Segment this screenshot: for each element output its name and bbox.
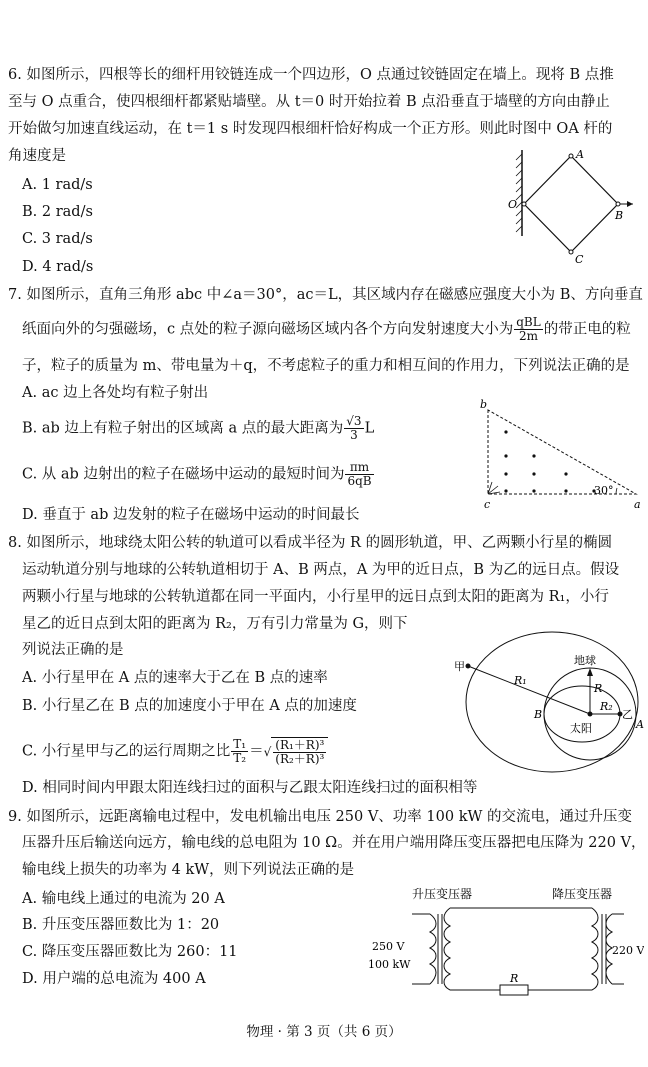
q9-line-2: 压器升压后输送向远方，输电线的总电阻为 10 Ω。并在用户端用降压变压器把电压降为 220 V， [22, 835, 646, 851]
q7-line-1: 7. 如图所示，直角三角形 abc 中∠a＝30°，ac＝L，其区域内存在磁感应强度大小为 B、方向垂直 [8, 287, 643, 303]
q9-option-b: B. 升压变压器匝数比为 1：20 [22, 917, 220, 933]
q7-line-3: 子，粒子的质量为 m、带电量为＋q，不考虑粒子的重力和相互间的作用力，下列说法正确的是 [22, 358, 630, 374]
q8-option-c-pre: C. 小行星甲与乙的运行周期之比 [22, 743, 231, 760]
q7-field-dots [504, 430, 595, 492]
q7-speed-fraction [514, 316, 542, 343]
q7-option-b-fraction [344, 415, 363, 442]
q8-line-1: 8. 如图所示，地球绕太阳公转的轨道可以看成半径为 R 的圆形轨道，甲、乙两颗小行星的椭圆 [8, 535, 613, 551]
q7-line-2-post: 的带正电的粒 [543, 321, 631, 338]
q8-label-r1: R₁ [514, 674, 527, 687]
q7-option-c-pre: C. 从 ab 边射出的粒子在磁场中运动的最短时间为 [22, 466, 345, 483]
q7-option-b-den: 3 [350, 428, 358, 442]
q8-orbit-figure [452, 628, 644, 776]
q8-option-c [22, 737, 328, 766]
q7-option-c-num: πm [345, 461, 373, 475]
q9-label-v-out: 220 V [612, 944, 644, 957]
q8-sqrt-expression: √ $\frac{\text{(R₁＋R)³}}{\text{(R₂＋R)³}}$ [264, 737, 329, 766]
q8-label-a: A [636, 718, 644, 731]
q8-t1: T₁ [233, 737, 247, 751]
q6-label-o: O [508, 198, 518, 211]
q8-label-sun: 太阳 [570, 722, 592, 735]
q8-t2: T₂ [233, 751, 247, 765]
q8-line-5: 列说法正确的是 [22, 642, 124, 658]
page-footer: 物理 · 第 3 页（共 6 页） [246, 1024, 402, 1040]
q8-option-a: A. 小行星甲在 A 点的速率大于乙在 B 点的速率 [22, 670, 328, 686]
q6-line-3: 开始做匀加速直线运动，在 t＝1 s 时发现四根细杆恰好构成一个正方形。则此时图中 OA 杆的 [8, 121, 613, 137]
q9-label-v-in: 250 V [372, 940, 405, 953]
q7-speed-den: 2m [518, 329, 538, 343]
q7-label-a: a [634, 498, 641, 511]
q9-option-d: D. 用户端的总电流为 400 A [22, 971, 206, 987]
q8-equals: ＝ [249, 743, 264, 760]
q8-label-jia: 甲 [454, 660, 465, 673]
q7-option-b [22, 415, 374, 442]
q7-option-d: D. 垂直于 ab 边发射的粒子在磁场中运动的时间最长 [22, 507, 360, 523]
q8-label-r: R [594, 682, 603, 695]
q8-label-b: B [534, 708, 543, 721]
q9-label-p-in: 100 kW [368, 958, 411, 971]
q7-option-a: A. ac 边上各处均有粒子射出 [22, 385, 209, 401]
q7-triangle-figure [476, 396, 644, 514]
q9-label-r: R [510, 972, 519, 985]
q9-line-3: 输电线上损失的功率为 4 kW，则下列说法正确的是 [22, 862, 355, 878]
q7-speed-num: qBL [516, 315, 541, 329]
q7-label-c: c [484, 498, 491, 511]
q8-option-d: D. 相同时间内甲跟太阳连线扫过的面积与乙跟太阳连线扫过的面积相等 [22, 780, 478, 796]
q8-line-2: 运动轨道分别与地球的公转轨道相切于 A、B 两点，A 为甲的近日点，B 为乙的远日点。假设 [22, 562, 620, 578]
q9-option-c: C. 降压变压器匝数比为 260：11 [22, 944, 238, 960]
q8-option-b: B. 小行星乙在 B 点的加速度小于甲在 A 点的加速度 [22, 698, 357, 714]
q9-label-step-down: 降压变压器 [552, 887, 613, 901]
q6-line-2: 至与 O 点重合，使四根细杆都紧贴墙壁。从 t＝0 时开始拉着 B 点沿垂直于墙壁的方向由静止 [8, 94, 610, 110]
q7-option-c-den: 6qB [347, 474, 372, 488]
q6-label-c: C [575, 253, 584, 266]
q8-label-yi: 乙 [622, 708, 633, 721]
q6-label-b: B [615, 209, 624, 222]
q9-option-a: A. 输电线上通过的电流为 20 A [22, 891, 225, 907]
q6-option-d: D. 4 rad/s [22, 259, 94, 275]
q6-option-c: C. 3 rad/s [22, 231, 93, 247]
q7-angle-label: 30° [594, 484, 614, 497]
q6-option-b: B. 2 rad/s [22, 204, 93, 220]
q6-option-a: A. 1 rad/s [22, 177, 93, 193]
q8-sqrt-num: (R₁＋R)³ [275, 738, 325, 752]
q9-label-step-up: 升压变压器 [412, 887, 473, 901]
q6-line-1: 6. 如图所示，四根等长的细杆用铰链连成一个四边形，O 点通过铰链固定在墙上。现将 B 点推 [8, 67, 614, 83]
q6-linkage-figure [496, 148, 636, 270]
q6-line-4: 角速度是 [8, 148, 66, 164]
q7-option-c [22, 461, 375, 488]
q8-line-4: 星乙的近日点到太阳的距离为 R₂，万有引力常量为 G，则下 [22, 616, 408, 632]
q8-sqrt-fraction [273, 739, 326, 766]
q8-label-r2: R₂ [600, 700, 613, 713]
q6-label-a: A [576, 148, 584, 161]
q7-option-b-num: √3 [346, 414, 362, 428]
q7-option-b-post: L [364, 420, 375, 437]
q7-line-2-pre: 纸面向外的匀强磁场，c 点处的粒子源向磁场区域内各个方向发射速度大小为 [22, 321, 514, 338]
q7-option-b-pre: B. ab 边上有粒子射出的区域离 a 点的最大距离为 [22, 420, 344, 437]
q8-label-earth: 地球 [574, 654, 596, 667]
q8-sqrt-den: (R₂＋R)³ [275, 752, 325, 766]
q9-line-1: 9. 如图所示，远距离输电过程中，发电机输出电压 250 V、功率 100 kW 的交流电，通过升压变 [8, 809, 632, 825]
q8-period-ratio [231, 738, 248, 765]
q7-label-b: b [480, 398, 488, 411]
q8-line-3: 两颗小行星与地球的公转轨道都在同一平面内，小行星甲的远日点到太阳的距离为 R₁，小行 [22, 589, 609, 605]
q9-transformer-figure [368, 884, 644, 1002]
q7-line-2 [22, 316, 631, 343]
q7-option-c-fraction [345, 461, 373, 488]
